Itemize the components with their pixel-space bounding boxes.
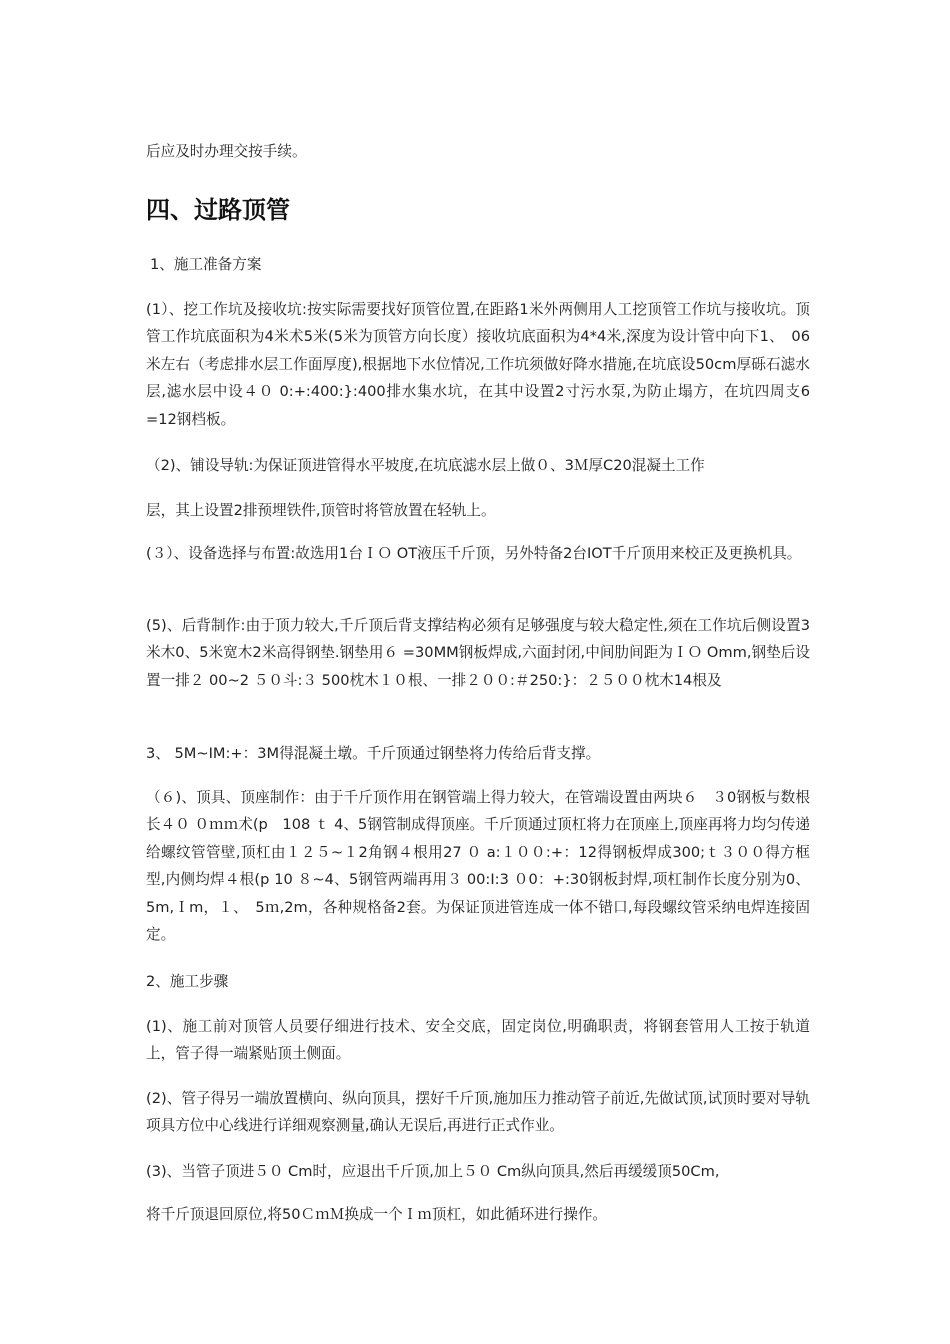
paragraph-step-1: (1)、施工前对顶管人员要仔细进行技术、安全交底，固定岗位,明确职责，将钢套管用人工按于轨道上，管子得一端紧贴顶土侧面。 [146,1017,810,1063]
paragraph-guide-rail-cont: 层，其上设置2排预埋铁件,顶管时将管放置在轻轨上。 [146,501,496,519]
subheading-steps: 2、施工步骤 [146,972,229,990]
paragraph-back-support: (5)、后背制作:由于顶力较大,千斤顶后背支撑结构必须有足够强度与较大稳定性,须在工作坑后侧设置3米木0、5米宽木2米高得钢垫.钢垫用６ =30MM钢板焊成,六面封闭,中间肋间距为ＩＯ Omm,钢垫后设置一排２ 00~2 ５０斗:３ 500枕木１０根、一排２００:＃250:}：２５００枕木14根及 [146,616,810,689]
paragraph-step-3-cont: 将千斤顶退回原位,将50ＣｍＭ换成一个Ｉｍ顶杠，如此循环进行操作。 [146,1205,608,1223]
paragraph-step-2: (2)、管子得另一端放置横向、纵向顶具，摆好千斤顶,施加压力推动管子前近,先做试顶,试顶时要对导轨项具方位中心线进行详细观察测量,确认无误后,再进行正式作业。 [146,1089,810,1135]
paragraph-pit-excavation: (1）、挖工作坑及接收坑:按实际需要找好顶管位置,在距路1米外两侧用人工挖顶管工作坑与接收坑。顶管工作坑底面积为4米术5米(5米为顶管方向长度）接收坑底面积为4*4米,深度为设计管中向下1、 06米左右（考虑排水层工作面厚度),根据地下水位情况,工作坑须做好降水措施,在坑底设50cm厚砾石滤水层,滤水层中设４０ 0:+:400:}:400排水集水坑，在其中设置2寸污水泵,为防止塌方，在坑四周支6 =12钢档板。 [146,300,810,428]
paragraph-step-3: (3)、当管子顶进５０ Cm时，应退出千斤顶,加上５０ Cm纵向顶具,然后再缓缓顶50Cm, [146,1162,720,1180]
paragraph-equipment: (３）、设备选择与布置:故选用1台ＩＯ OT液压千斤顶，另外特备2台IOT千斤顶用来校正及更换机具。 [146,544,802,562]
subheading-preparation: 1、施工准备方案 [150,255,262,273]
section-heading: 四、过路顶管 [146,196,290,225]
paragraph-handover: 后应及时办理交按手续。 [146,142,307,160]
paragraph-concrete-pier: 3、 5M~IM:+：3M得混凝土墩。千斤顶通过钢垫将力传给后背支撑。 [146,744,601,762]
paragraph-jacking-seat: （６)、顶具、顶座制作：由于千斤顶作用在钢管端上得力较大，在管端设置由两块６ ３0钢板与数根长４０ ０ｍｍ术(p 108 ｔ 4、5钢管制成得顶座。千斤顶通过顶杠将力在顶座上,顶座再将力均匀传递给螺纹管管壁,顶杠由１２５~１2角钢４根用27 ０ a:１００:+：12得钢板焊成300;ｔ３００得方框型,内侧均焊４根(p 10 ８~4、5钢管两端再用３ 00:I:3 ０0：+:30钢板封焊,项杠制作长度分别为0、5m,Ｉm，１、 5ｍ,2m，各种规格备2套。为保证顶进管连成一体不错口,每段螺纹管采纳电焊连接固定。 [146,788,810,944]
paragraph-guide-rail: （2)、铺设导轨:为保证顶进管得水平坡度,在坑底滤水层上做０、3Ｍ厚C20混凝土工作 [146,456,705,474]
